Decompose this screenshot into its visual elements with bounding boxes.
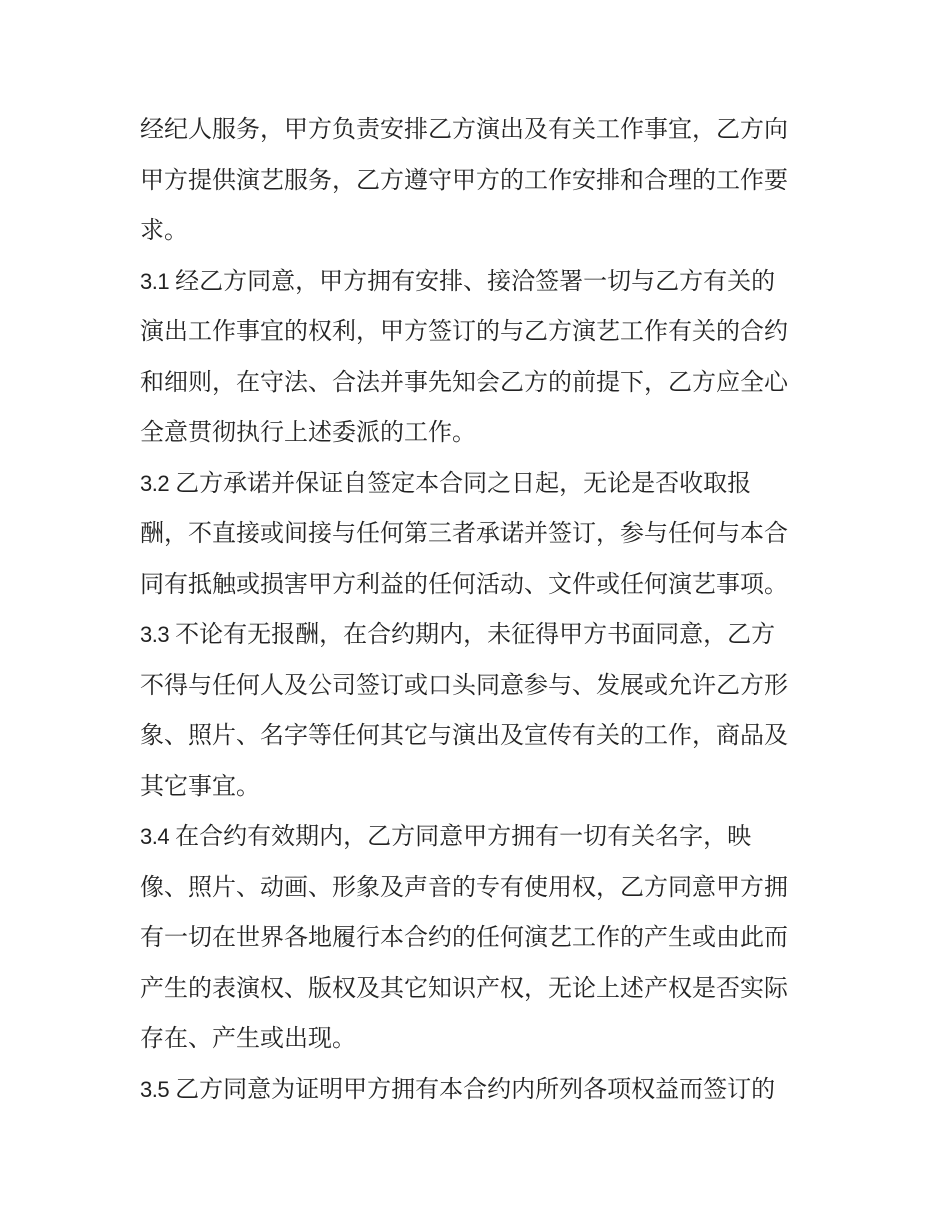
text-line: 和细则，在守法、合法并事先知会乙方的前提下，乙方应全心 [140, 367, 788, 396]
text-line: 存在、产生或出现。 [140, 1024, 356, 1052]
clause-number: 3.3 [140, 622, 170, 647]
clause-number: 3.2 [140, 470, 170, 496]
text-line: 酬，不直接或间接与任何第三者承诺并签订，参与任何与本合 [140, 519, 788, 547]
clause-text: 不论有无报酬，在合约期内，未征得甲方书面同意，乙方 [175, 620, 776, 648]
text-line: 求。 [140, 216, 188, 244]
text-line: 经纪人服务，甲方负责安排乙方演出及有关工作事宜，乙方向 [140, 115, 788, 143]
clause-text: 在合约有效期内，乙方同意甲方拥有一切有关名字，映 [175, 822, 752, 850]
text-line: 全意贯彻执行上述委派的工作。 [140, 418, 476, 446]
text-line: 其它事宜。 [140, 771, 260, 800]
clause-3-1 [140, 256, 812, 458]
paragraph-intro [140, 104, 812, 256]
text-line: 不得与任何人及公司签订或口头同意参与、发展或允许乙方形 [140, 670, 788, 699]
contract-text [140, 104, 812, 1114]
text-line: 产生的表演权、版权及其它知识产权，无论上述产权是否实际 [140, 973, 788, 1002]
clause-number: 3.5 [140, 1076, 170, 1102]
clause-text: 乙方承诺并保证自签定本合同之日起，无论是否收取报 [175, 468, 752, 497]
text-line: 同有抵触或损害甲方利益的任何活动、文件或任何演艺事项。 [140, 569, 788, 598]
text-line: 象、照片、名字等任何其它与演出及宣传有关的工作，商品及 [140, 721, 788, 749]
text-line [140, 1064, 812, 1115]
clause-text: 经乙方同意，甲方拥有安排、接洽签署一切与乙方有关的 [175, 266, 776, 295]
clause-3-2 [140, 458, 812, 610]
text-line: 像、照片、动画、形象及声音的专有使用权，乙方同意甲方拥 [140, 872, 788, 901]
text-line: 有一切在世界各地履行本合约的任何演艺工作的产生或由此而 [140, 923, 788, 951]
text-line: 甲方提供演艺服务，乙方遵守甲方的工作安排和合理的工作要 [140, 165, 788, 194]
text-line [140, 811, 812, 862]
clause-number: 3.4 [140, 824, 170, 849]
clause-3-4 [140, 811, 812, 1064]
clause-number: 3.1 [140, 268, 170, 294]
clause-text: 乙方同意为证明甲方拥有本合约内所列各项权益而签订的 [175, 1074, 776, 1103]
clause-3-3 [140, 609, 812, 811]
text-line [140, 256, 812, 307]
text-line [140, 609, 812, 660]
text-line [140, 458, 812, 509]
text-line: 演出工作事宜的权利，甲方签订的与乙方演艺工作有关的合约 [140, 317, 788, 345]
clause-3-5 [140, 1064, 812, 1115]
